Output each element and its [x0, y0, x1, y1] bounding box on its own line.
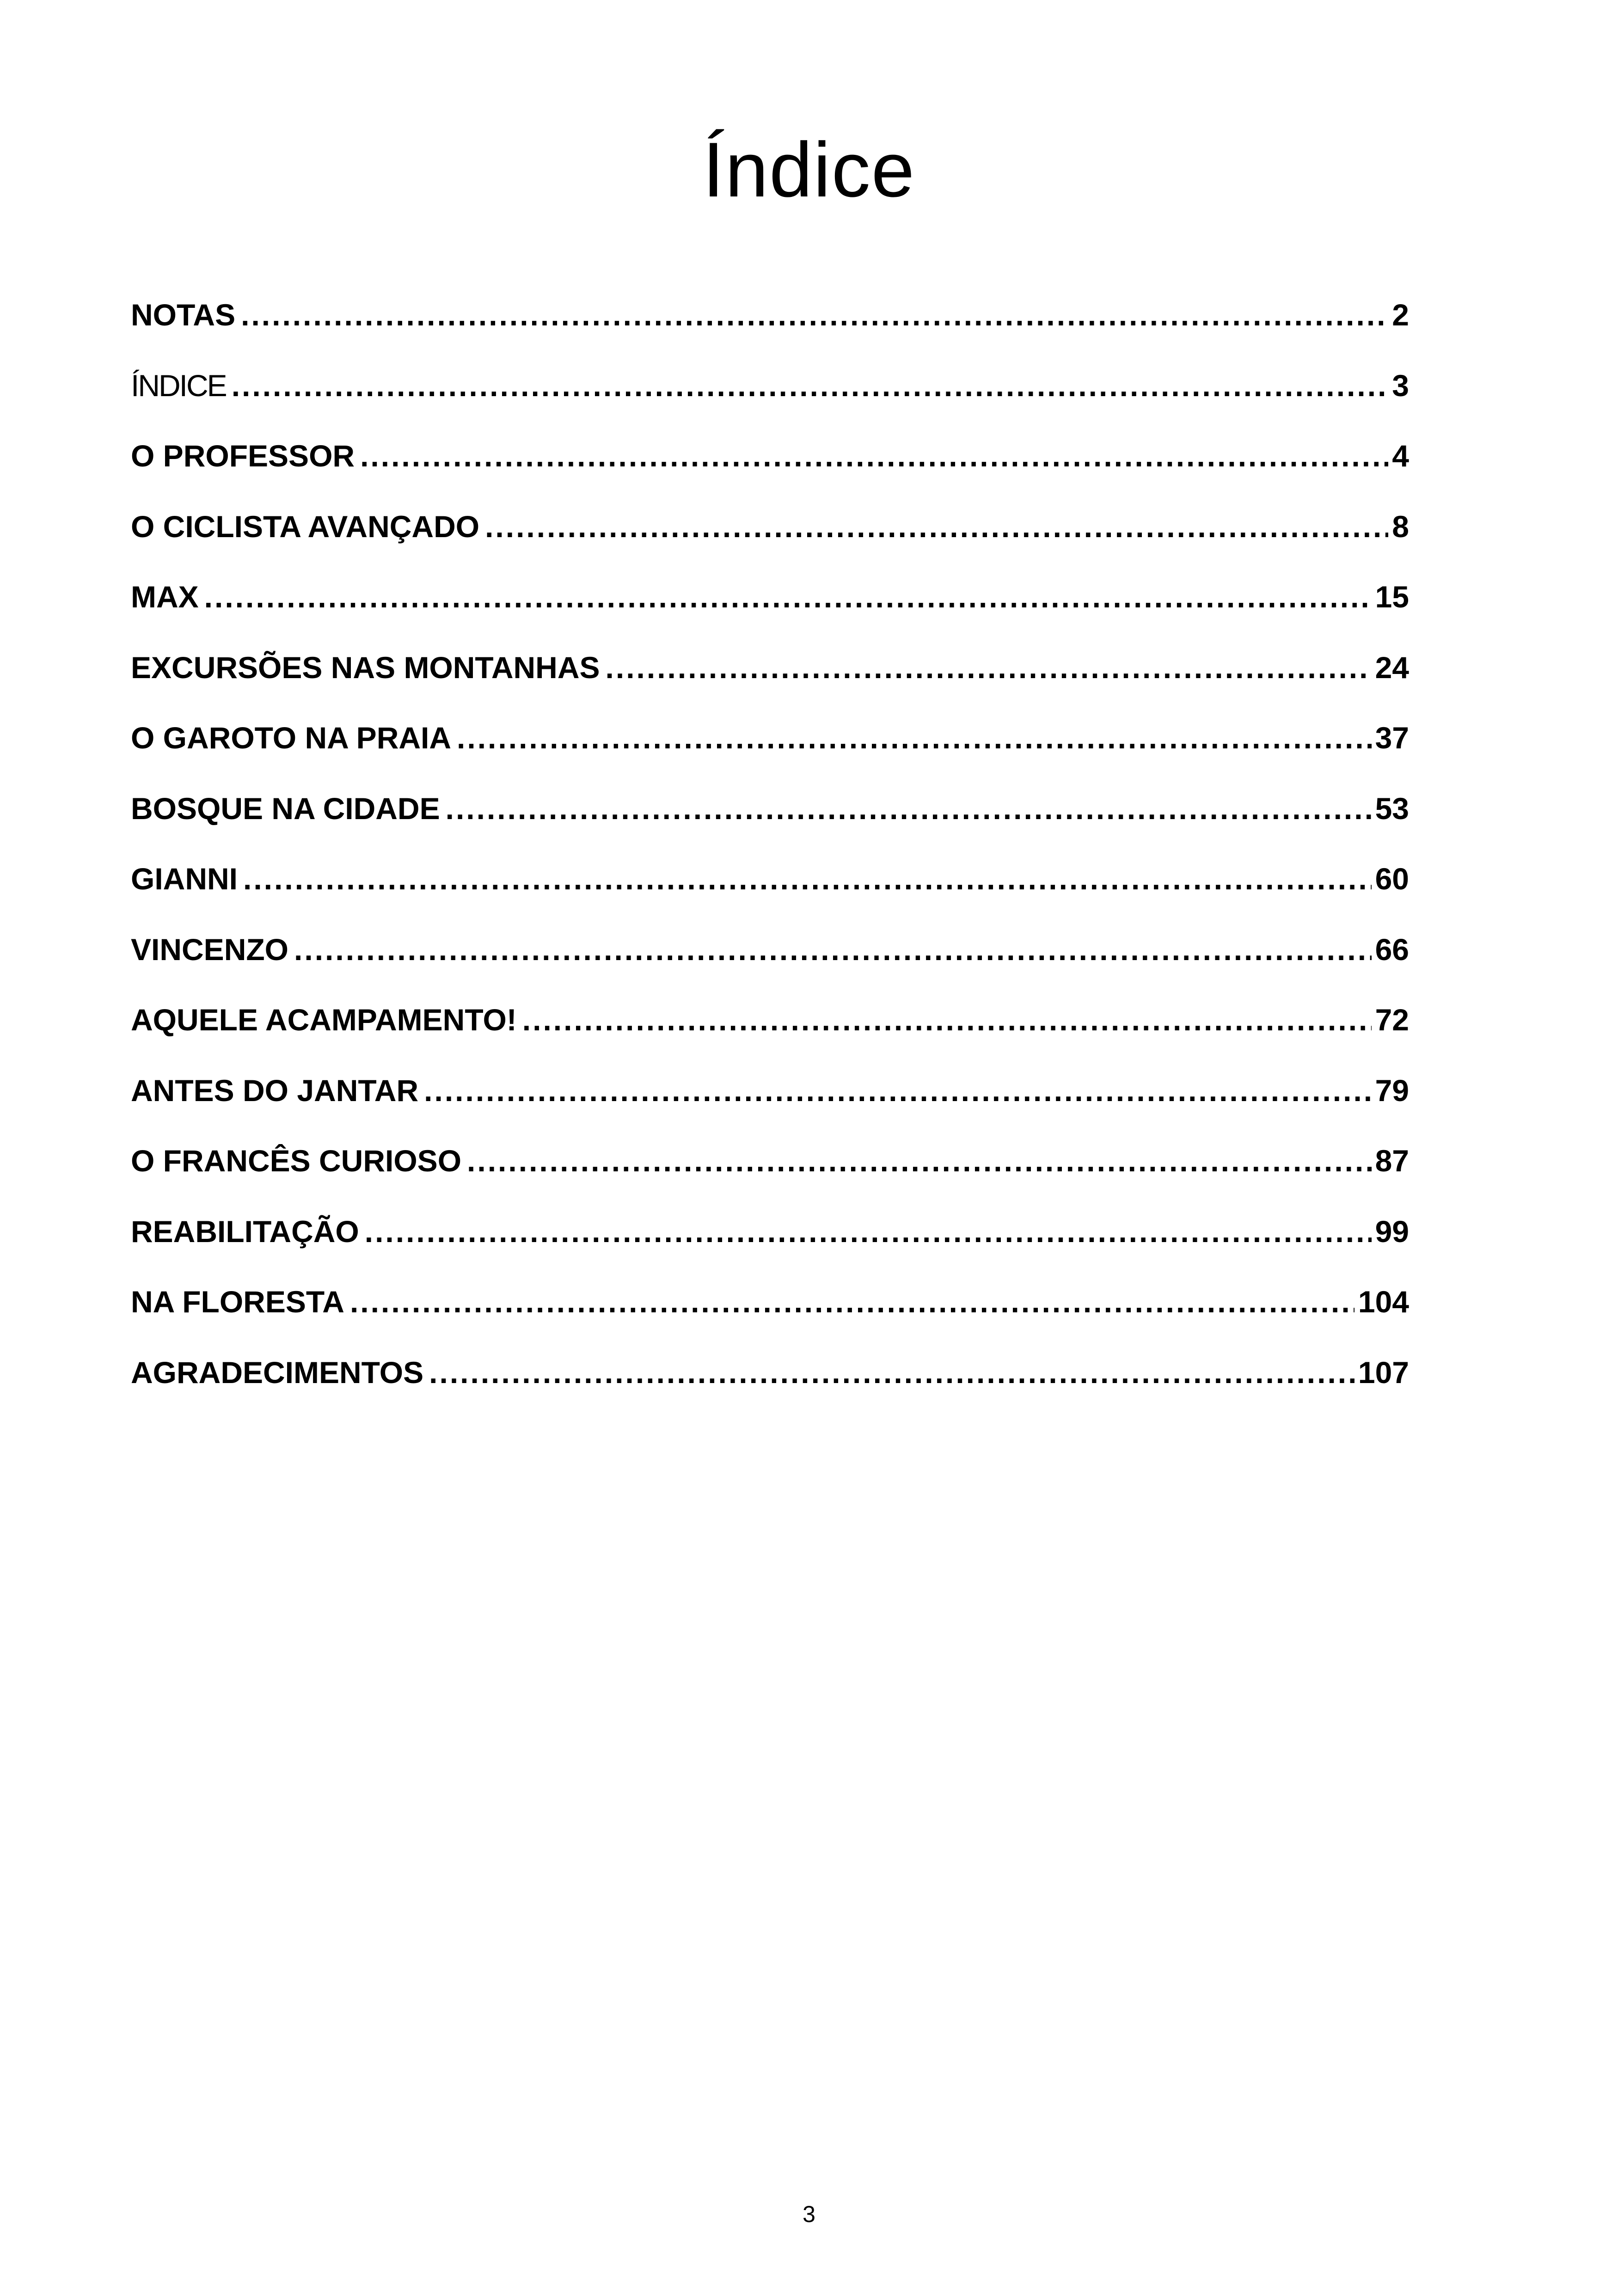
toc-dot-leader	[241, 300, 1388, 330]
toc-dot-leader	[365, 1216, 1372, 1247]
toc-dot-leader	[204, 582, 1372, 612]
toc-entry-na-floresta[interactable]	[131, 1286, 1409, 1357]
toc-entry-excursoes-nas-montanhas[interactable]	[131, 652, 1409, 723]
toc-dot-leader	[446, 793, 1372, 824]
toc-entry-antes-do-jantar[interactable]	[131, 1075, 1409, 1146]
toc-entry-page: 37	[1375, 721, 1409, 755]
toc-entry-title: REABILITAÇÃO	[131, 1214, 359, 1249]
toc-entry-title: O GAROTO NA PRAIA	[131, 721, 452, 755]
toc-dot-leader	[606, 652, 1372, 683]
toc-entry-title: BOSQUE NA CIDADE	[131, 791, 440, 826]
toc-entry-title: O CICLISTA AVANÇADO	[131, 509, 480, 544]
toc-entry-indice[interactable]	[131, 370, 1409, 441]
toc-entry-page: 8	[1392, 509, 1409, 544]
toc-entry-page: 72	[1375, 1003, 1409, 1037]
toc-entry-reabilitacao[interactable]	[131, 1216, 1409, 1287]
toc-entry-o-garoto-na-praia[interactable]	[131, 722, 1409, 793]
toc-dot-leader	[360, 441, 1388, 471]
toc-dot-leader	[350, 1286, 1354, 1317]
toc-entry-page: 99	[1375, 1214, 1409, 1249]
toc-dot-leader	[485, 511, 1388, 542]
toc-entry-title: EXCURSÕES NAS MONTANHAS	[131, 650, 600, 685]
toc-entry-page: 4	[1392, 439, 1409, 473]
toc-entry-title: O PROFESSOR	[131, 439, 355, 473]
toc-dot-leader	[243, 863, 1372, 894]
toc-entry-title: MAX	[131, 580, 199, 614]
toc-entry-aquele-acampamento[interactable]	[131, 1004, 1409, 1075]
toc-entry-page: 104	[1358, 1285, 1409, 1319]
toc-entry-page: 15	[1375, 580, 1409, 614]
toc-entry-page: 60	[1375, 862, 1409, 896]
toc-dot-leader	[424, 1075, 1371, 1106]
toc-dot-leader	[232, 370, 1389, 401]
toc-entry-title: ÍNDICE	[131, 368, 226, 403]
toc-entry-title: AQUELE ACAMPAMENTO!	[131, 1003, 517, 1037]
toc-entry-title: VINCENZO	[131, 932, 289, 967]
toc-entry-page: 53	[1375, 791, 1409, 826]
toc-dot-leader	[457, 722, 1372, 753]
toc-entry-title: NA FLORESTA	[131, 1285, 344, 1319]
toc-entry-vincenzo[interactable]	[131, 934, 1409, 1005]
toc-entry-max[interactable]	[131, 582, 1409, 652]
toc-entry-title: ANTES DO JANTAR	[131, 1073, 419, 1108]
toc-entry-o-ciclista-avancado[interactable]	[131, 511, 1409, 582]
toc-dot-leader	[522, 1004, 1372, 1035]
toc-entry-title: GIANNI	[131, 862, 238, 896]
toc-entry-page: 87	[1375, 1144, 1409, 1178]
toc-entry-gianni[interactable]	[131, 863, 1409, 934]
toc-entry-page: 3	[1392, 368, 1409, 403]
toc-entry-title: NOTAS	[131, 298, 236, 332]
toc-dot-leader	[429, 1357, 1354, 1388]
toc-entry-page: 24	[1375, 650, 1409, 685]
toc-entry-page: 107	[1358, 1355, 1409, 1390]
toc-entry-page: 66	[1375, 932, 1409, 967]
toc-entry-agradecimentos[interactable]	[131, 1357, 1409, 1428]
toc-entry-page: 2	[1392, 298, 1409, 332]
toc-dot-leader	[467, 1145, 1372, 1176]
toc-entry-notas[interactable]	[131, 300, 1409, 370]
table-of-contents	[131, 300, 1409, 1427]
toc-entry-title: AGRADECIMENTOS	[131, 1355, 424, 1390]
page-number: 3	[803, 2201, 815, 2227]
toc-entry-title: O FRANCÊS CURIOSO	[131, 1144, 462, 1178]
toc-dot-leader	[294, 934, 1372, 965]
toc-entry-bosque-na-cidade[interactable]	[131, 793, 1409, 864]
toc-entry-page: 79	[1375, 1073, 1409, 1108]
page-title: Índice	[702, 126, 916, 213]
toc-entry-o-professor[interactable]	[131, 441, 1409, 511]
toc-entry-o-frances-curioso[interactable]	[131, 1145, 1409, 1216]
